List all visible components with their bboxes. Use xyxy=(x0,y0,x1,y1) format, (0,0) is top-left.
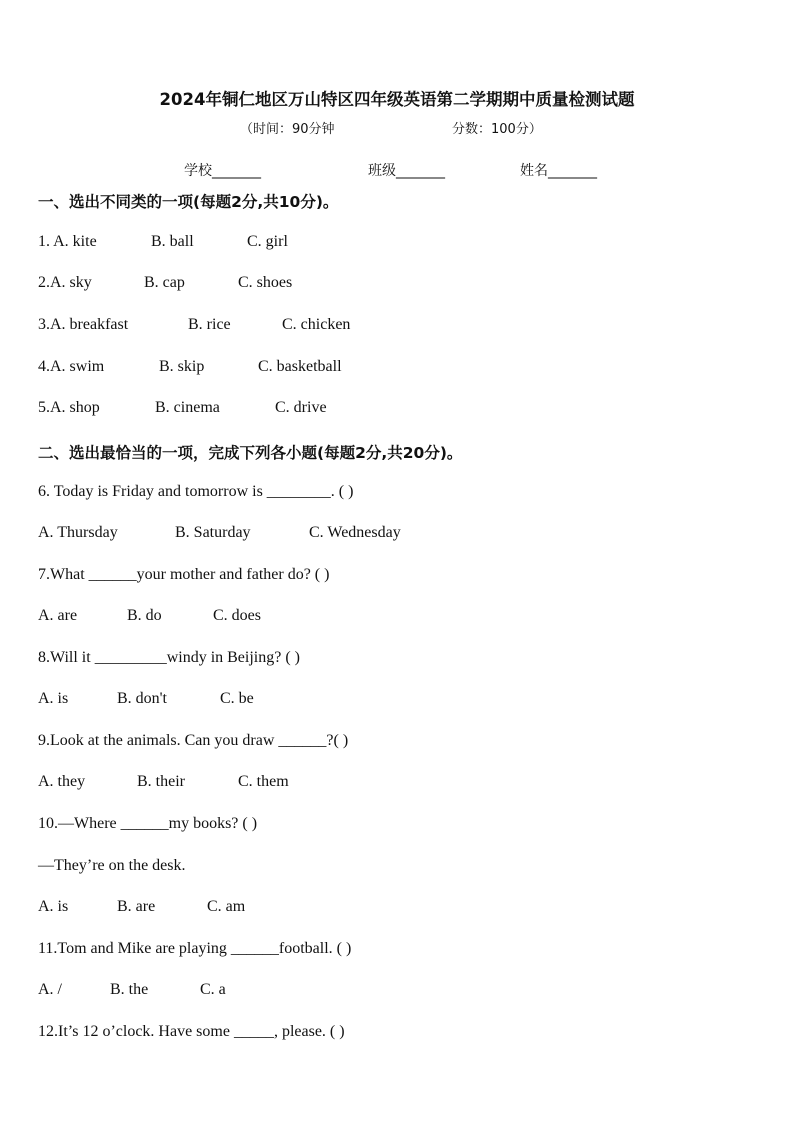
q10-option-b: B. are xyxy=(117,898,156,915)
question-10-stem: 10.—Where ______my books? ( ) xyxy=(38,815,258,832)
q3-option-a: 3.A. breakfast xyxy=(38,316,129,333)
q8-option-a: A. is xyxy=(38,690,69,707)
question-6-stem: 6. Today is Friday and tomorrow is ________. ( ) xyxy=(38,483,354,500)
q9-option-c: C. them xyxy=(238,773,289,790)
q9-option-a: A. they xyxy=(38,773,86,790)
q1-option-b: B. ball xyxy=(151,233,194,250)
student-info xyxy=(0,160,794,180)
q4-option-b: B. skip xyxy=(159,358,205,375)
q5-option-c: C. drive xyxy=(275,399,327,416)
q2-option-c: C. shoes xyxy=(238,274,293,291)
q1-option-a: 1. A. kite xyxy=(38,233,97,250)
question-8-options xyxy=(38,690,254,708)
q2-option-b: B. cap xyxy=(144,274,185,291)
question-11-options xyxy=(38,981,226,999)
question-7-stem: 7.What ______your mother and father do? ( ) xyxy=(38,566,330,583)
question-10-reply: —They’re on the desk. xyxy=(38,857,186,874)
q4-option-a: 4.A. swim xyxy=(38,358,105,375)
q1-option-c: C. girl xyxy=(247,233,288,250)
question-6-options xyxy=(38,524,401,542)
question-7-options xyxy=(38,607,261,625)
q7-option-b: B. do xyxy=(127,607,162,624)
question-8-stem: 8.Will it _________windy in Beijing? ( ) xyxy=(38,649,300,666)
q5-option-b: B. cinema xyxy=(155,399,220,416)
question-12-stem: 12.It’s 12 o’clock. Have some _____, please. ( ) xyxy=(38,1023,345,1040)
section2-heading: 二、选出最恰当的一项，完成下列各小题(每题2分,共20分)。 xyxy=(38,444,463,462)
q3-option-b: B. rice xyxy=(188,316,231,333)
q7-option-a: A. are xyxy=(38,607,78,624)
q10-option-a: A. is xyxy=(38,898,69,915)
q4-option-c: C. basketball xyxy=(258,358,342,375)
q10-option-c: C. am xyxy=(207,898,246,915)
question-4 xyxy=(38,358,342,376)
q8-option-c: C. be xyxy=(220,690,254,707)
question-2 xyxy=(38,274,292,292)
exam-subtitle xyxy=(0,118,794,138)
question-1 xyxy=(38,233,288,251)
question-5 xyxy=(38,399,327,417)
q9-option-b: B. their xyxy=(137,773,185,790)
question-3 xyxy=(38,316,350,334)
q6-option-b: B. Saturday xyxy=(175,524,251,541)
section1-heading: 一、选出不同类的一项(每题2分,共10分)。 xyxy=(38,193,339,211)
exam-time: （时间：90分钟 xyxy=(240,122,335,137)
q11-option-a: A. / xyxy=(38,981,62,998)
q11-option-c: C. a xyxy=(200,981,226,998)
q7-option-c: C. does xyxy=(213,607,261,624)
school-field: 学校_______ xyxy=(184,163,261,179)
q5-option-a: 5.A. shop xyxy=(38,399,100,416)
question-10-options xyxy=(38,898,245,916)
q11-option-b: B. the xyxy=(110,981,149,998)
q8-option-b: B. don't xyxy=(117,690,167,707)
exam-title: 2024年铜仁地区万山特区四年级英语第二学期期中质量检测试题 xyxy=(159,90,635,109)
class-field: 班级_______ xyxy=(368,163,445,179)
question-9-options xyxy=(38,773,289,791)
question-11-stem: 11.Tom and Mike are playing ______football. ( ) xyxy=(38,940,352,957)
q2-option-a: 2.A. sky xyxy=(38,274,92,291)
question-9-stem: 9.Look at the animals. Can you draw ______?( ) xyxy=(38,732,349,749)
exam-score: 分数：100分） xyxy=(452,122,542,137)
q3-option-c: C. chicken xyxy=(282,316,351,333)
name-field: 姓名_______ xyxy=(520,163,597,179)
q6-option-a: A. Thursday xyxy=(38,524,118,541)
q6-option-c: C. Wednesday xyxy=(309,524,401,541)
